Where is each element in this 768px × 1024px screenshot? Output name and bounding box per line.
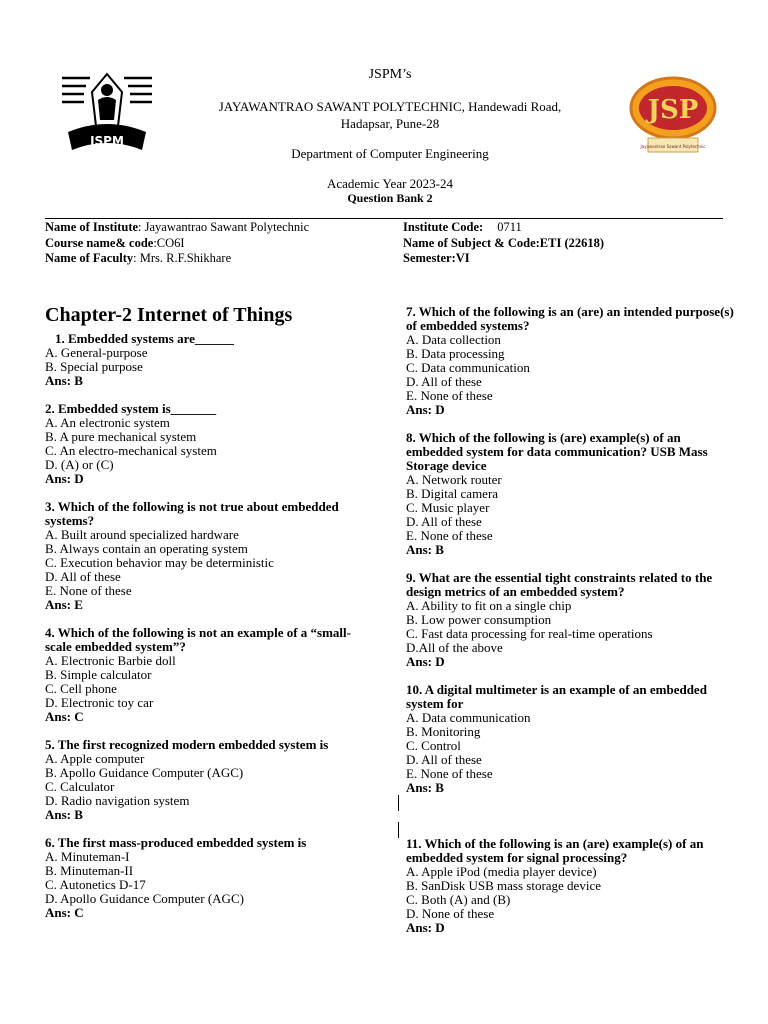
faculty-name <box>45 251 231 266</box>
answer-key: Ans: D <box>45 471 84 486</box>
question-text: 9. What are the essential tight constraints related to the design metrics of an embedded system? <box>406 570 713 599</box>
answer-option: C. Autonetics D-17 <box>45 877 146 892</box>
question-block <box>45 836 375 920</box>
answer-option: C. Cell phone <box>45 681 117 696</box>
answer-option: E. None of these <box>406 766 493 781</box>
answer-key: Ans: D <box>406 402 445 417</box>
answer-key: Ans: C <box>45 905 84 920</box>
left-question-list <box>45 332 375 920</box>
answer-option: B. Monitoring <box>406 724 481 739</box>
answer-option: E. None of these <box>406 388 493 403</box>
answer-key: Ans: B <box>45 373 83 388</box>
question-text: 6. The first mass-produced embedded system is <box>45 835 307 850</box>
answer-option: B. Data processing <box>406 346 505 361</box>
right-column <box>406 305 736 935</box>
answer-option: C. Fast data processing for real-time operations <box>406 626 653 641</box>
answer-option: B. SanDisk USB mass storage device <box>406 878 601 893</box>
answer-option: A. Built around specialized hardware <box>45 527 239 542</box>
question-block <box>45 332 375 388</box>
answer-key: Ans: C <box>45 709 84 724</box>
answer-option: B. Apollo Guidance Computer (AGC) <box>45 765 244 780</box>
answer-option: C. Both (A) and (B) <box>406 892 511 907</box>
question-text: 7. Which of the following is an (are) an intended purpose(s) of embedded systems? <box>406 304 734 333</box>
question-block <box>406 305 736 417</box>
question-bank-title: Question Bank 2 <box>347 191 433 205</box>
answer-option: C. An electro-mechanical system <box>45 443 217 458</box>
question-block <box>45 402 375 486</box>
semester-label: Semester:VI <box>403 251 470 265</box>
question-block <box>406 683 736 795</box>
subject-label: Name of Subject & Code:ETI (22618) <box>403 236 605 250</box>
question-block <box>406 431 736 557</box>
answer-key: Ans: D <box>406 654 445 669</box>
answer-option: C. Control <box>406 738 461 753</box>
answer-option: A. Apple computer <box>45 751 145 766</box>
question-block <box>45 626 375 724</box>
question-text: 8. Which of the following is (are) example(s) of an embedded system for data communication? USB Mass Storage device <box>406 430 708 473</box>
answer-option: B. Special purpose <box>45 359 143 374</box>
answer-option: A. Electronic Barbie doll <box>45 653 176 668</box>
answer-option: A. Ability to fit on a single chip <box>406 598 572 613</box>
answer-option: A. Data collection <box>406 332 501 347</box>
institute-label: Name of Institute <box>45 220 139 234</box>
institute-code <box>403 220 522 235</box>
answer-key: Ans: E <box>45 597 83 612</box>
answer-option: D. All of these <box>406 514 482 529</box>
question-text: 5. The first recognized modern embedded system is <box>45 737 329 752</box>
question-text: 3. Which of the following is not true about embedded systems? <box>45 499 339 528</box>
answer-option: C. Calculator <box>45 779 115 794</box>
text-cursor-mark <box>398 822 399 838</box>
answer-option: D. None of these <box>406 906 495 921</box>
department: Department of Computer Engineering <box>291 146 489 161</box>
answer-option: D. Electronic toy car <box>45 695 154 710</box>
question-block <box>406 571 736 669</box>
header-divider <box>45 218 723 219</box>
answer-option: A. Minuteman-I <box>45 849 130 864</box>
left-column <box>45 300 375 920</box>
answer-option: A. Apple iPod (media player device) <box>406 864 597 879</box>
institute-name <box>45 220 309 235</box>
answer-option: B. Simple calculator <box>45 667 152 682</box>
question-text: 10. A digital multimeter is an example of an embedded system for <box>406 682 707 711</box>
course-label: Course name& code <box>45 236 154 250</box>
answer-option: B. Low power consumption <box>406 612 552 627</box>
answer-option: E. None of these <box>45 583 132 598</box>
answer-option: C. Data communication <box>406 360 530 375</box>
jspm-logo <box>60 70 154 160</box>
question-block <box>45 738 375 822</box>
course-value: :CO6I <box>153 236 185 250</box>
text-cursor-mark <box>398 795 399 811</box>
answer-option: B. Always contain an operating system <box>45 541 248 556</box>
answer-option: B. A pure mechanical system <box>45 429 197 444</box>
answer-option: C. Music player <box>406 500 490 515</box>
answer-option: D. All of these <box>45 569 121 584</box>
answer-option: A. An electronic system <box>45 415 170 430</box>
answer-option: A. General-purpose <box>45 345 148 360</box>
org-name: JSPM’s <box>368 67 412 82</box>
answer-option: C. Execution behavior may be deterministic <box>45 555 274 570</box>
question-text: 1. Embedded systems are______ <box>55 331 234 346</box>
answer-option: D. All of these <box>406 374 482 389</box>
college-line-1: JAYAWANTRAO SAWANT POLYTECHNIC, Handewadi Road, <box>218 99 562 114</box>
answer-option: D. All of these <box>406 752 482 767</box>
jsp-logo-text: JSP <box>647 95 699 125</box>
answer-option: B. Minuteman-II <box>45 863 134 878</box>
answer-option: A. Data communication <box>406 710 531 725</box>
institute-code-label: Institute Code: <box>403 220 484 234</box>
answer-option: D.All of the above <box>406 640 503 655</box>
course-code <box>45 236 185 251</box>
faculty-value: : Mrs. R.F.Shikhare <box>133 251 232 265</box>
jsp-logo <box>626 76 720 156</box>
subject-code <box>403 236 604 251</box>
question-block <box>45 500 375 612</box>
answer-option: D. Apollo Guidance Computer (AGC) <box>45 891 244 906</box>
question-text: 11. Which of the following is an (are) example(s) of an embedded system for signal processing? <box>406 836 704 865</box>
chapter-title: Chapter-2 Internet of Things <box>45 304 293 326</box>
answer-key: Ans: B <box>406 780 444 795</box>
semester <box>403 251 470 266</box>
right-question-list <box>406 305 736 935</box>
institute-code-value: 0711 <box>497 220 522 234</box>
question-text: 2. Embedded system is_______ <box>45 401 217 416</box>
answer-option: D. (A) or (C) <box>45 457 114 472</box>
answer-option: D. Radio navigation system <box>45 793 190 808</box>
institute-value: : Jayawantrao Sawant Polytechnic <box>138 220 310 234</box>
college-line-2: Hadapsar, Pune-28 <box>340 116 440 131</box>
answer-option: E. None of these <box>406 528 493 543</box>
answer-key: Ans: B <box>45 807 83 822</box>
jsp-logo-subtext: Jayawantrao Sawant Polytechnic <box>640 144 706 149</box>
question-text: 4. Which of the following is not an example of a “small-scale embedded system”? <box>45 625 351 654</box>
academic-year: Academic Year 2023-24 <box>327 176 453 191</box>
answer-option: B. Digital camera <box>406 486 499 501</box>
faculty-label: Name of Faculty <box>45 251 134 265</box>
jspm-logo-text: JSPM <box>90 134 124 148</box>
answer-key: Ans: B <box>406 542 444 557</box>
question-block <box>406 837 736 935</box>
answer-option: A. Network router <box>406 472 502 487</box>
answer-key: Ans: D <box>406 920 445 935</box>
